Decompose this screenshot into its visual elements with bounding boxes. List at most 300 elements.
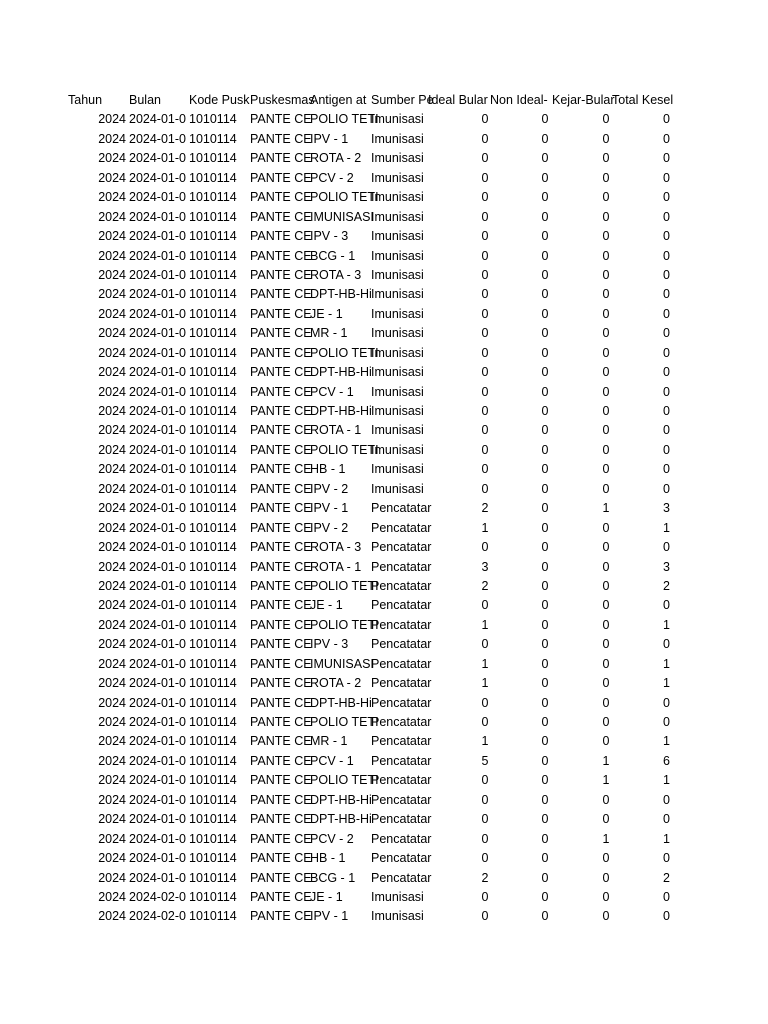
cell-non-ideal[interactable]: 0 (541, 637, 549, 652)
cell-ideal[interactable]: 2 (481, 870, 489, 885)
cell-tahun[interactable]: 2024 (98, 734, 126, 749)
cell-total[interactable]: 0 (663, 851, 670, 866)
cell-ideal[interactable]: 0 (481, 209, 489, 224)
cell-non-ideal[interactable]: 0 (541, 209, 549, 224)
cell-bulan[interactable]: 2024-01-0 (129, 462, 186, 477)
cell-kode-pusk[interactable]: 1010114 (189, 851, 237, 866)
cell-bulan[interactable]: 2024-01-0 (129, 598, 186, 613)
cell-total[interactable]: 0 (663, 306, 670, 321)
cell-total[interactable]: 0 (663, 812, 670, 827)
cell-kejar[interactable]: 0 (602, 909, 610, 924)
cell-kode-pusk[interactable]: 1010114 (189, 326, 237, 341)
cell-puskesmas[interactable]: PANTE CE (250, 617, 312, 632)
cell-total[interactable]: 0 (663, 209, 670, 224)
cell-kejar[interactable]: 0 (602, 637, 610, 652)
cell-bulan[interactable]: 2024-01-0 (129, 851, 186, 866)
cell-kejar[interactable]: 0 (602, 190, 610, 205)
cell-non-ideal[interactable]: 0 (541, 151, 549, 166)
cell-tahun[interactable]: 2024 (98, 909, 126, 924)
cell-sumber[interactable]: Pencatatar (371, 831, 432, 846)
cell-sumber[interactable]: Imunisasi (371, 229, 424, 244)
cell-kode-pusk[interactable]: 1010114 (189, 831, 237, 846)
cell-non-ideal[interactable]: 0 (541, 131, 549, 146)
cell-tahun[interactable]: 2024 (98, 753, 126, 768)
cell-total[interactable]: 0 (663, 889, 670, 904)
cell-non-ideal[interactable]: 0 (541, 112, 549, 127)
cell-ideal[interactable]: 0 (481, 792, 489, 807)
cell-sumber[interactable]: Pencatatar (371, 540, 432, 555)
cell-antigen[interactable]: POLIO TETI (310, 715, 379, 729)
cell-bulan[interactable]: 2024-01-0 (129, 287, 186, 302)
cell-tahun[interactable]: 2024 (98, 112, 126, 127)
cell-tahun[interactable]: 2024 (98, 170, 126, 185)
cell-bulan[interactable]: 2024-01-0 (129, 248, 186, 263)
cell-antigen[interactable]: ROTA - 3 (310, 540, 362, 555)
cell-antigen[interactable]: HB - 1 (310, 462, 346, 477)
cell-non-ideal[interactable]: 0 (541, 248, 549, 263)
cell-kejar[interactable]: 0 (602, 617, 610, 632)
cell-total[interactable]: 0 (663, 481, 670, 496)
cell-antigen[interactable]: DPT-HB-Hi (310, 695, 372, 710)
cell-ideal[interactable]: 0 (481, 831, 489, 846)
cell-total[interactable]: 0 (663, 715, 670, 729)
cell-antigen[interactable]: IMUNISASI (310, 209, 374, 224)
cell-antigen[interactable]: POLIO TETI (310, 345, 379, 360)
cell-total[interactable]: 0 (663, 345, 670, 360)
cell-non-ideal[interactable]: 0 (541, 267, 549, 282)
cell-kejar[interactable]: 1 (602, 501, 610, 516)
cell-ideal[interactable]: 0 (481, 131, 489, 146)
cell-bulan[interactable]: 2024-01-0 (129, 637, 186, 652)
cell-kejar[interactable]: 0 (602, 326, 610, 341)
cell-kode-pusk[interactable]: 1010114 (189, 734, 237, 749)
cell-bulan[interactable]: 2024-01-0 (129, 734, 186, 749)
cell-total[interactable]: 0 (663, 384, 670, 399)
cell-total[interactable]: 0 (663, 267, 670, 282)
cell-bulan[interactable]: 2024-01-0 (129, 423, 186, 438)
cell-total[interactable]: 6 (663, 753, 670, 768)
cell-sumber[interactable]: Pencatatar (371, 734, 432, 749)
cell-sumber[interactable]: Imunisasi (371, 365, 424, 380)
cell-non-ideal[interactable]: 0 (541, 442, 549, 457)
cell-tahun[interactable]: 2024 (98, 384, 126, 399)
cell-total[interactable]: 1 (663, 734, 670, 749)
cell-kode-pusk[interactable]: 1010114 (189, 267, 237, 282)
cell-bulan[interactable]: 2024-02-0 (129, 889, 186, 904)
cell-bulan[interactable]: 2024-01-0 (129, 617, 186, 632)
cell-tahun[interactable]: 2024 (98, 851, 126, 866)
cell-antigen[interactable]: MR - 1 (310, 734, 348, 749)
cell-kejar[interactable]: 0 (602, 442, 610, 457)
cell-kode-pusk[interactable]: 1010114 (189, 481, 237, 496)
cell-bulan[interactable]: 2024-01-0 (129, 112, 186, 127)
cell-tahun[interactable]: 2024 (98, 306, 126, 321)
cell-bulan[interactable]: 2024-01-0 (129, 831, 186, 846)
cell-antigen[interactable]: PCV - 1 (310, 384, 354, 399)
cell-sumber[interactable]: Imunisasi (371, 442, 424, 457)
cell-bulan[interactable]: 2024-01-0 (129, 345, 186, 360)
cell-non-ideal[interactable]: 0 (541, 676, 549, 691)
cell-kode-pusk[interactable]: 1010114 (189, 598, 237, 613)
cell-sumber[interactable]: Pencatatar (371, 715, 432, 729)
cell-tahun[interactable]: 2024 (98, 695, 126, 710)
cell-ideal[interactable]: 0 (481, 481, 489, 496)
cell-kode-pusk[interactable]: 1010114 (189, 365, 237, 380)
cell-kejar[interactable]: 0 (602, 889, 610, 904)
cell-sumber[interactable]: Pencatatar (371, 617, 432, 632)
cell-kejar[interactable]: 0 (602, 540, 610, 555)
cell-kejar[interactable]: 0 (602, 209, 610, 224)
cell-antigen[interactable]: DPT-HB-Hi (310, 792, 372, 807)
cell-kode-pusk[interactable]: 1010114 (189, 676, 237, 691)
cell-antigen[interactable]: POLIO TETI (310, 442, 379, 457)
cell-bulan[interactable]: 2024-01-0 (129, 676, 186, 691)
cell-kode-pusk[interactable]: 1010114 (189, 423, 237, 438)
cell-kode-pusk[interactable]: 1010114 (189, 812, 237, 827)
cell-ideal[interactable]: 0 (481, 306, 489, 321)
cell-ideal[interactable]: 0 (481, 345, 489, 360)
cell-tahun[interactable]: 2024 (98, 190, 126, 205)
cell-non-ideal[interactable]: 0 (541, 734, 549, 749)
cell-bulan[interactable]: 2024-01-0 (129, 229, 186, 244)
cell-total[interactable]: 0 (663, 151, 670, 166)
cell-kode-pusk[interactable]: 1010114 (189, 753, 237, 768)
cell-non-ideal[interactable]: 0 (541, 851, 549, 866)
cell-ideal[interactable]: 0 (481, 423, 489, 438)
cell-kejar[interactable]: 0 (602, 306, 610, 321)
cell-total[interactable]: 0 (663, 248, 670, 263)
cell-total[interactable]: 1 (663, 676, 670, 691)
cell-kejar[interactable]: 0 (602, 695, 610, 710)
cell-kode-pusk[interactable]: 1010114 (189, 578, 237, 593)
cell-total[interactable]: 1 (663, 831, 670, 846)
cell-sumber[interactable]: Pencatatar (371, 695, 432, 710)
cell-tahun[interactable]: 2024 (98, 501, 126, 516)
cell-antigen[interactable]: DPT-HB-Hi (310, 287, 372, 302)
cell-puskesmas[interactable]: PANTE CE (250, 540, 312, 555)
cell-non-ideal[interactable]: 0 (541, 559, 549, 574)
header-kode-pusk[interactable]: Kode Pusk (189, 93, 250, 107)
cell-puskesmas[interactable]: PANTE CE (250, 267, 312, 282)
cell-total[interactable]: 0 (663, 637, 670, 652)
cell-kejar[interactable]: 0 (602, 287, 610, 302)
cell-sumber[interactable]: Imunisasi (371, 384, 424, 399)
cell-non-ideal[interactable]: 0 (541, 501, 549, 516)
cell-kode-pusk[interactable]: 1010114 (189, 229, 237, 244)
cell-antigen[interactable]: DPT-HB-Hi (310, 365, 372, 380)
cell-antigen[interactable]: IPV - 3 (310, 229, 349, 244)
cell-kejar[interactable]: 0 (602, 734, 610, 749)
cell-kode-pusk[interactable]: 1010114 (189, 501, 237, 516)
cell-sumber[interactable]: Pencatatar (371, 851, 432, 866)
cell-tahun[interactable]: 2024 (98, 365, 126, 380)
cell-ideal[interactable]: 0 (481, 229, 489, 244)
cell-non-ideal[interactable]: 0 (541, 462, 549, 477)
cell-tahun[interactable]: 2024 (98, 715, 126, 729)
cell-tahun[interactable]: 2024 (98, 540, 126, 555)
cell-kejar[interactable]: 0 (602, 131, 610, 146)
cell-sumber[interactable]: Imunisasi (371, 423, 424, 438)
cell-antigen[interactable]: IPV - 1 (310, 909, 349, 924)
cell-sumber[interactable]: Imunisasi (371, 306, 424, 321)
cell-kode-pusk[interactable]: 1010114 (189, 306, 237, 321)
cell-puskesmas[interactable]: PANTE CE (250, 481, 312, 496)
cell-tahun[interactable]: 2024 (98, 870, 126, 885)
cell-bulan[interactable]: 2024-01-0 (129, 442, 186, 457)
cell-antigen[interactable]: HB - 1 (310, 851, 346, 866)
cell-sumber[interactable]: Pencatatar (371, 792, 432, 807)
cell-kejar[interactable]: 0 (602, 267, 610, 282)
cell-antigen[interactable]: ROTA - 1 (310, 559, 362, 574)
cell-ideal[interactable]: 1 (481, 656, 489, 671)
cell-bulan[interactable]: 2024-01-0 (129, 151, 186, 166)
cell-non-ideal[interactable]: 0 (541, 540, 549, 555)
cell-kejar[interactable]: 0 (602, 365, 610, 380)
cell-antigen[interactable]: POLIO TETI (310, 578, 379, 593)
cell-antigen[interactable]: ROTA - 1 (310, 423, 362, 438)
cell-kode-pusk[interactable]: 1010114 (189, 559, 237, 574)
cell-puskesmas[interactable]: PANTE CE (250, 870, 312, 885)
cell-total[interactable]: 0 (663, 404, 670, 418)
cell-puskesmas[interactable]: PANTE CE (250, 209, 312, 224)
cell-bulan[interactable]: 2024-01-0 (129, 753, 186, 768)
cell-puskesmas[interactable]: PANTE CE (250, 637, 312, 652)
cell-sumber[interactable]: Pencatatar (371, 559, 432, 574)
cell-total[interactable]: 1 (663, 773, 670, 788)
cell-total[interactable]: 0 (663, 287, 670, 302)
cell-sumber[interactable]: Pencatatar (371, 773, 432, 788)
cell-sumber[interactable]: Imunisasi (371, 131, 424, 146)
cell-sumber[interactable]: Pencatatar (371, 753, 432, 768)
cell-tahun[interactable]: 2024 (98, 578, 126, 593)
cell-bulan[interactable]: 2024-01-0 (129, 870, 186, 885)
cell-antigen[interactable]: IPV - 1 (310, 501, 349, 516)
cell-non-ideal[interactable]: 0 (541, 753, 549, 768)
cell-kejar[interactable]: 0 (602, 481, 610, 496)
cell-tahun[interactable]: 2024 (98, 481, 126, 496)
cell-tahun[interactable]: 2024 (98, 442, 126, 457)
cell-total[interactable]: 0 (663, 190, 670, 205)
cell-tahun[interactable]: 2024 (98, 617, 126, 632)
cell-antigen[interactable]: IPV - 1 (310, 131, 349, 146)
cell-non-ideal[interactable]: 0 (541, 190, 549, 205)
cell-puskesmas[interactable]: PANTE CE (250, 792, 312, 807)
cell-kejar[interactable]: 0 (602, 170, 610, 185)
cell-puskesmas[interactable]: PANTE CE (250, 501, 312, 516)
cell-non-ideal[interactable]: 0 (541, 812, 549, 827)
cell-non-ideal[interactable]: 0 (541, 889, 549, 904)
cell-total[interactable]: 0 (663, 792, 670, 807)
cell-total[interactable]: 1 (663, 617, 670, 632)
cell-puskesmas[interactable]: PANTE CE (250, 851, 312, 866)
cell-kejar[interactable]: 0 (602, 520, 610, 535)
cell-sumber[interactable]: Imunisasi (371, 909, 424, 924)
header-non-ideal[interactable]: Non Ideal- (490, 93, 548, 107)
cell-kejar[interactable]: 0 (602, 229, 610, 244)
cell-sumber[interactable]: Pencatatar (371, 870, 432, 885)
cell-kejar[interactable]: 0 (602, 384, 610, 399)
cell-kejar[interactable]: 0 (602, 812, 610, 827)
cell-puskesmas[interactable]: PANTE CE (250, 112, 312, 127)
cell-puskesmas[interactable]: PANTE CE (250, 598, 312, 613)
cell-kode-pusk[interactable]: 1010114 (189, 617, 237, 632)
cell-tahun[interactable]: 2024 (98, 229, 126, 244)
cell-kode-pusk[interactable]: 1010114 (189, 520, 237, 535)
cell-kode-pusk[interactable]: 1010114 (189, 287, 237, 302)
cell-antigen[interactable]: POLIO TETI (310, 617, 379, 632)
cell-kode-pusk[interactable]: 1010114 (189, 656, 237, 671)
cell-ideal[interactable]: 0 (481, 404, 489, 418)
cell-bulan[interactable]: 2024-01-0 (129, 209, 186, 224)
cell-kode-pusk[interactable]: 1010114 (189, 190, 237, 205)
cell-antigen[interactable]: ROTA - 2 (310, 151, 362, 166)
cell-antigen[interactable]: IPV - 3 (310, 637, 349, 652)
cell-puskesmas[interactable]: PANTE CE (250, 384, 312, 399)
cell-kejar[interactable]: 0 (602, 404, 610, 418)
cell-sumber[interactable]: Imunisasi (371, 345, 424, 360)
cell-sumber[interactable]: Imunisasi (371, 170, 424, 185)
cell-non-ideal[interactable]: 0 (541, 404, 549, 418)
cell-kode-pusk[interactable]: 1010114 (189, 792, 237, 807)
cell-antigen[interactable]: JE - 1 (310, 306, 343, 321)
cell-tahun[interactable]: 2024 (98, 812, 126, 827)
cell-sumber[interactable]: Imunisasi (371, 267, 424, 282)
cell-non-ideal[interactable]: 0 (541, 617, 549, 632)
cell-puskesmas[interactable]: PANTE CE (250, 462, 312, 477)
cell-antigen[interactable]: IPV - 2 (310, 520, 349, 535)
cell-puskesmas[interactable]: PANTE CE (250, 442, 312, 457)
cell-total[interactable]: 3 (663, 501, 670, 516)
cell-kode-pusk[interactable]: 1010114 (189, 151, 237, 166)
cell-non-ideal[interactable]: 0 (541, 229, 549, 244)
cell-total[interactable]: 0 (663, 326, 670, 341)
cell-non-ideal[interactable]: 0 (541, 170, 549, 185)
cell-total[interactable]: 0 (663, 598, 670, 613)
cell-antigen[interactable]: BCG - 1 (310, 248, 356, 263)
cell-puskesmas[interactable]: PANTE CE (250, 715, 312, 729)
cell-ideal[interactable]: 0 (481, 851, 489, 866)
cell-ideal[interactable]: 0 (481, 909, 489, 924)
cell-tahun[interactable]: 2024 (98, 559, 126, 574)
cell-kode-pusk[interactable]: 1010114 (189, 715, 237, 729)
cell-sumber[interactable]: Imunisasi (371, 209, 424, 224)
cell-bulan[interactable]: 2024-01-0 (129, 501, 186, 516)
cell-puskesmas[interactable]: PANTE CE (250, 812, 312, 827)
cell-sumber[interactable]: Pencatatar (371, 598, 432, 613)
header-puskesmas[interactable]: Puskesmas (250, 93, 315, 107)
cell-puskesmas[interactable]: PANTE CE (250, 345, 312, 360)
cell-non-ideal[interactable]: 0 (541, 909, 549, 924)
cell-bulan[interactable]: 2024-01-0 (129, 306, 186, 321)
cell-puskesmas[interactable]: PANTE CE (250, 578, 312, 593)
cell-kejar[interactable]: 0 (602, 559, 610, 574)
cell-antigen[interactable]: PCV - 1 (310, 753, 354, 768)
cell-tahun[interactable]: 2024 (98, 209, 126, 224)
cell-non-ideal[interactable]: 0 (541, 365, 549, 380)
cell-kejar[interactable]: 0 (602, 578, 610, 593)
header-kejar[interactable]: Kejar-Bular (552, 93, 615, 107)
cell-kode-pusk[interactable]: 1010114 (189, 773, 237, 788)
cell-kode-pusk[interactable]: 1010114 (189, 540, 237, 555)
cell-non-ideal[interactable]: 0 (541, 656, 549, 671)
cell-non-ideal[interactable]: 0 (541, 792, 549, 807)
cell-sumber[interactable]: Imunisasi (371, 481, 424, 496)
cell-kejar[interactable]: 0 (602, 870, 610, 885)
cell-non-ideal[interactable]: 0 (541, 870, 549, 885)
cell-sumber[interactable]: Pencatatar (371, 656, 432, 671)
cell-total[interactable]: 1 (663, 520, 670, 535)
cell-antigen[interactable]: POLIO TETI (310, 773, 379, 788)
cell-kode-pusk[interactable]: 1010114 (189, 637, 237, 652)
cell-sumber[interactable]: Pencatatar (371, 578, 432, 593)
header-tahun[interactable]: Tahun (68, 93, 103, 107)
cell-puskesmas[interactable]: PANTE CE (250, 365, 312, 380)
cell-bulan[interactable]: 2024-01-0 (129, 365, 186, 380)
cell-puskesmas[interactable]: PANTE CE (250, 831, 312, 846)
cell-non-ideal[interactable]: 0 (541, 773, 549, 788)
cell-sumber[interactable]: Imunisasi (371, 151, 424, 166)
cell-antigen[interactable]: IMUNISASI (310, 656, 374, 671)
cell-ideal[interactable]: 0 (481, 695, 489, 710)
cell-puskesmas[interactable]: PANTE CE (250, 170, 312, 185)
cell-antigen[interactable]: DPT-HB-Hi (310, 812, 372, 827)
cell-puskesmas[interactable]: PANTE CE (250, 248, 312, 263)
cell-bulan[interactable]: 2024-01-0 (129, 578, 186, 593)
cell-tahun[interactable]: 2024 (98, 423, 126, 438)
cell-total[interactable]: 0 (663, 112, 670, 127)
cell-tahun[interactable]: 2024 (98, 287, 126, 302)
cell-kode-pusk[interactable]: 1010114 (189, 248, 237, 263)
cell-ideal[interactable]: 3 (481, 559, 489, 574)
cell-ideal[interactable]: 0 (481, 170, 489, 185)
cell-sumber[interactable]: Imunisasi (371, 190, 424, 205)
cell-ideal[interactable]: 0 (481, 287, 489, 302)
cell-total[interactable]: 0 (663, 423, 670, 438)
cell-sumber[interactable]: Pencatatar (371, 637, 432, 652)
cell-ideal[interactable]: 0 (481, 462, 489, 477)
cell-sumber[interactable]: Pencatatar (371, 501, 432, 516)
cell-bulan[interactable]: 2024-01-0 (129, 773, 186, 788)
cell-kode-pusk[interactable]: 1010114 (189, 870, 237, 885)
header-bulan[interactable]: Bulan (129, 93, 161, 107)
cell-total[interactable]: 0 (663, 540, 670, 555)
cell-total[interactable]: 0 (663, 365, 670, 380)
cell-total[interactable]: 0 (663, 131, 670, 146)
cell-bulan[interactable]: 2024-01-0 (129, 656, 186, 671)
cell-ideal[interactable]: 0 (481, 637, 489, 652)
cell-total[interactable]: 1 (663, 656, 670, 671)
cell-tahun[interactable]: 2024 (98, 773, 126, 788)
cell-bulan[interactable]: 2024-01-0 (129, 384, 186, 399)
cell-kejar[interactable]: 0 (602, 345, 610, 360)
cell-kode-pusk[interactable]: 1010114 (189, 384, 237, 399)
cell-antigen[interactable]: PCV - 2 (310, 831, 354, 846)
cell-puskesmas[interactable]: PANTE CE (250, 151, 312, 166)
cell-puskesmas[interactable]: PANTE CE (250, 131, 312, 146)
cell-antigen[interactable]: DPT-HB-Hi (310, 404, 372, 418)
cell-non-ideal[interactable]: 0 (541, 481, 549, 496)
cell-ideal[interactable]: 0 (481, 151, 489, 166)
cell-non-ideal[interactable]: 0 (541, 326, 549, 341)
cell-kode-pusk[interactable]: 1010114 (189, 695, 237, 710)
cell-ideal[interactable]: 1 (481, 617, 489, 632)
cell-puskesmas[interactable]: PANTE CE (250, 656, 312, 671)
cell-kode-pusk[interactable]: 1010114 (189, 442, 237, 457)
cell-bulan[interactable]: 2024-01-0 (129, 715, 186, 729)
cell-kode-pusk[interactable]: 1010114 (189, 345, 237, 360)
cell-ideal[interactable]: 0 (481, 365, 489, 380)
cell-tahun[interactable]: 2024 (98, 637, 126, 652)
